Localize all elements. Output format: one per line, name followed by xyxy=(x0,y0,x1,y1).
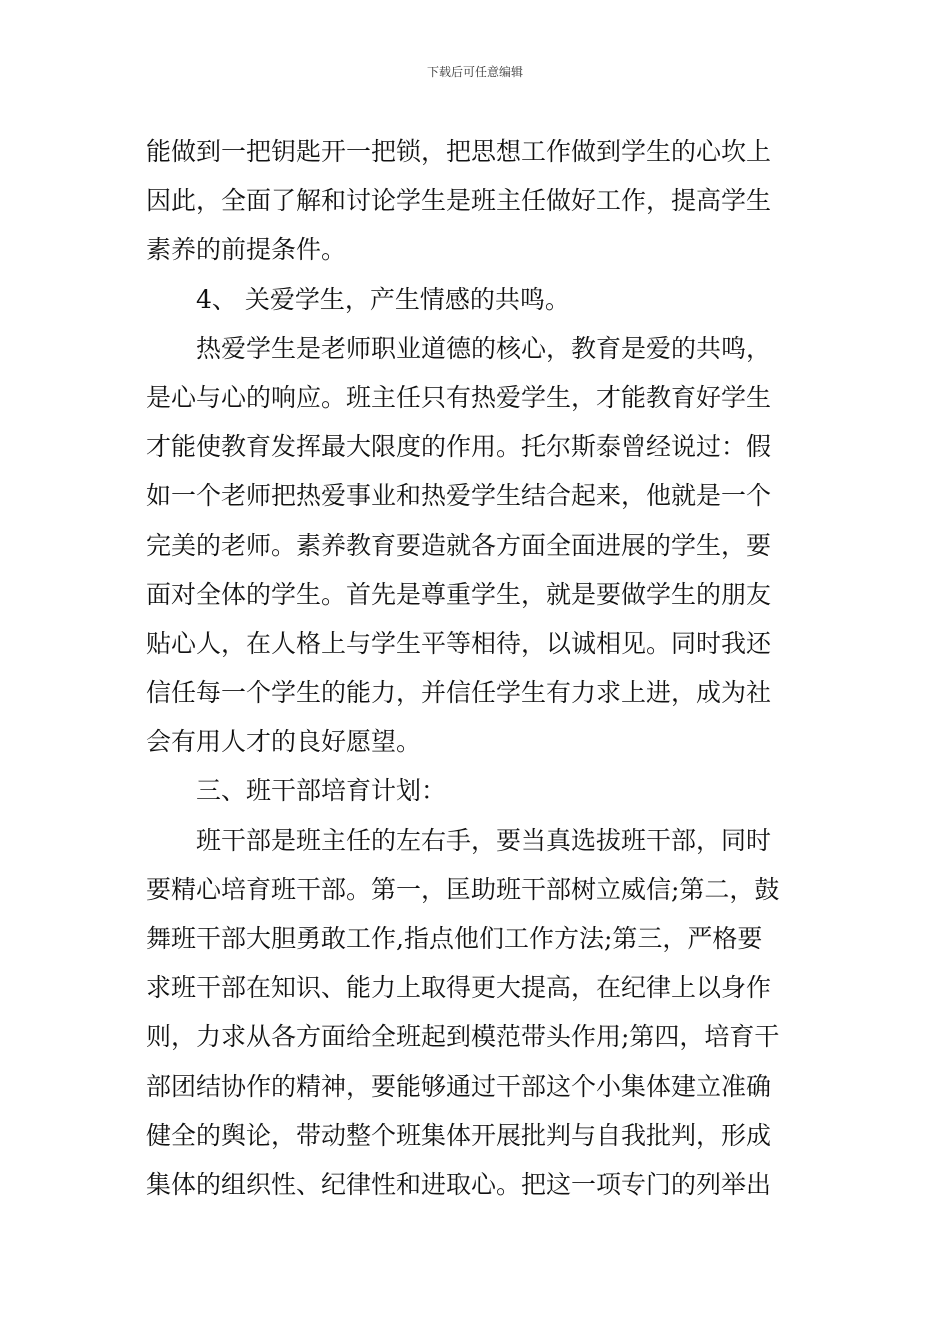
text-line: 信任每一个学生的能力，并信任学生有力求上进，成为社 xyxy=(146,678,772,708)
text-line: 是心与心的响应。班主任只有热爱学生，才能教育好学生 xyxy=(146,382,772,412)
text-line: 才能使教育发挥最大限度的作用。托尔斯泰曾经说过：假 xyxy=(146,432,772,462)
text-line: 完美的老师。素养教育要造就各方面全面进展的学生，要 xyxy=(146,530,772,560)
text-line: 部团结协作的精神，要能够通过干部这个小集体建立准确 xyxy=(146,1071,772,1101)
text-line: 健全的舆论，带动整个班集体开展批判与自我批判，形成 xyxy=(146,1120,772,1150)
text-line: 要精心培育班干部。第一，匡助班干部树立威信;第二，鼓 xyxy=(146,874,780,904)
section-heading-3: 三、班干部培育计划： xyxy=(196,776,447,806)
paragraph-start: 班干部是班主任的左右手，要当真选拔班干部，同时 xyxy=(196,825,772,855)
text-line: 能做到一把钥匙开一把锁，把思想工作做到学生的心坎上 xyxy=(146,137,772,166)
section-heading-4: 4、 关爱学生，产生情感的共鸣。 xyxy=(196,284,570,314)
text-line: 如一个老师把热爱事业和热爱学生结合起来，他就是一个 xyxy=(146,481,772,511)
text-line: 求班干部在知识、能力上取得更大提高，在纪律上以身作 xyxy=(146,973,772,1003)
text-line: 集体的组织性、纪律性和进取心。把这一项专门的列举出 xyxy=(146,1169,772,1199)
paragraph-start: 热爱学生是老师职业道德的核心，教育是爱的共鸣， xyxy=(196,333,772,363)
text-line: 面对全体的学生。首先是尊重学生，就是要做学生的朋友 xyxy=(146,579,772,609)
document-body xyxy=(146,127,810,1209)
text-line: 会有用人才的良好愿望。 xyxy=(146,727,422,757)
text-line: 贴心人，在人格上与学生平等相待，以诚相见。同时我还 xyxy=(146,628,772,658)
text-line: 因此，全面了解和讨论学生是班主任做好工作，提高学生 xyxy=(146,186,772,216)
page-header: 下载后可任意编辑 xyxy=(426,65,523,79)
text-line: 舞班干部大胆勇敢工作,指点他们工作方法;第三，严格要 xyxy=(146,924,763,953)
text-line: 则，力求从各方面给全班起到模范带头作用;第四，培育干 xyxy=(146,1022,780,1052)
text-line: 素养的前提条件。 xyxy=(146,235,347,265)
